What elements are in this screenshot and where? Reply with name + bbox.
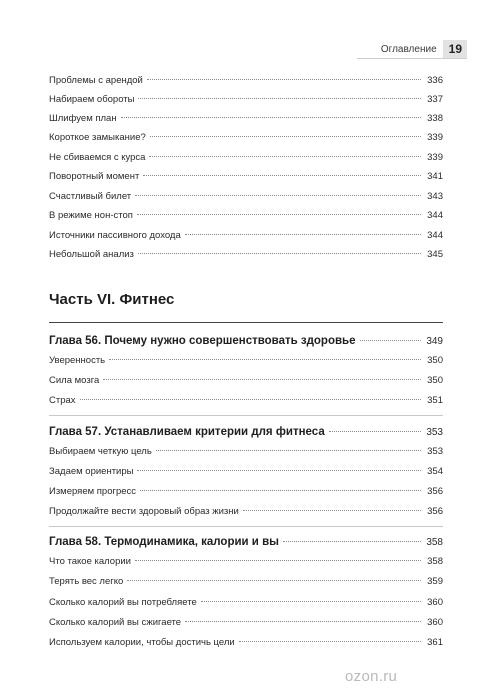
toc-entry-label: В режиме нон-стоп: [49, 210, 133, 221]
toc-entry-label: Сколько калорий вы потребляете: [49, 597, 197, 608]
toc-entry: [49, 596, 443, 610]
toc-entry-page: 361: [427, 637, 443, 648]
toc-entry-label: Небольшой анализ: [49, 249, 134, 260]
running-header: [381, 40, 467, 58]
toc-entry: [49, 445, 443, 459]
toc-entry: [49, 248, 443, 262]
dot-leader: [243, 510, 421, 511]
chapter-divider: [49, 415, 443, 416]
toc-entry-page: 339: [427, 152, 443, 163]
toc-entry: [49, 555, 443, 569]
dot-leader: [329, 431, 421, 432]
part-title: Часть VI. Фитнес: [49, 291, 175, 308]
toc-entry-label: Измеряем прогресс: [49, 486, 137, 497]
dot-leader: [185, 234, 421, 235]
dot-leader: [137, 214, 421, 215]
toc-entry-page: 351: [427, 395, 443, 406]
dot-leader: [103, 379, 421, 380]
toc-entry-label: Используем калории, чтобы достичь цели: [49, 637, 235, 648]
toc-entry: [49, 112, 443, 126]
toc-entry-label: Не сбиваемся с курса: [49, 152, 146, 163]
toc-entry-label: Продолжайте вести здоровый образ жизни: [49, 506, 239, 517]
toc-entry-label: Набираем обороты: [49, 94, 135, 105]
dot-leader: [135, 195, 421, 196]
toc-entry-page: 341: [427, 171, 443, 182]
toc-entry-label: Проблемы с арендой: [49, 75, 143, 86]
toc-entry: [49, 170, 443, 184]
toc-entry-page: 336: [427, 75, 443, 86]
toc-entry: [49, 374, 443, 388]
toc-entry: [49, 354, 443, 368]
toc-entry-page: 358: [427, 556, 443, 567]
toc-entry: [49, 394, 443, 408]
toc-entry-label: Счастливый билет: [49, 191, 132, 202]
header-divider: [357, 58, 467, 59]
toc-entry-page: 339: [427, 132, 443, 143]
dot-leader: [239, 641, 421, 642]
toc-entry-page: 344: [427, 210, 443, 221]
toc-entry-page: 337: [427, 94, 443, 105]
dot-leader: [140, 490, 421, 491]
toc-entry-label: Источники пассивного дохода: [49, 230, 181, 241]
chapter-title: Глава 57. Устанавливаем критерии для фитнеса: [49, 426, 325, 438]
toc-entry-label: Что такое калории: [49, 556, 131, 567]
toc-entry-label: Поворотный момент: [49, 171, 140, 182]
chapter-page: 349: [426, 336, 443, 347]
dot-leader: [138, 253, 421, 254]
toc-entry: [49, 485, 443, 499]
toc-entry: [49, 93, 443, 107]
toc-entry: [49, 636, 443, 650]
toc-entry-label: Страх: [49, 395, 76, 406]
toc-entry-label: Выбираем четкую цель: [49, 446, 152, 457]
dot-leader: [137, 470, 421, 471]
toc-entry-page: 356: [427, 486, 443, 497]
chapter-page: 358: [426, 537, 443, 548]
chapter-page: 353: [426, 427, 443, 438]
dot-leader: [135, 560, 421, 561]
dot-leader: [109, 359, 421, 360]
toc-entry: [49, 209, 443, 223]
toc-entry-page: 354: [427, 466, 443, 477]
dot-leader: [149, 156, 421, 157]
toc-entry-page: 345: [427, 249, 443, 260]
dot-leader: [138, 98, 421, 99]
toc-entry: [49, 616, 443, 630]
toc-entry: [49, 229, 443, 243]
toc-entry-label: Уверенность: [49, 355, 106, 366]
toc-entry-label: Терять вес легко: [49, 576, 124, 587]
toc-entry-page: 360: [427, 597, 443, 608]
dot-leader: [150, 136, 421, 137]
toc-entry-label: Сколько калорий вы сжигаете: [49, 617, 182, 628]
toc-entry-page: 343: [427, 191, 443, 202]
toc-entry-label: Задаем ориентиры: [49, 466, 134, 477]
toc-entry-page: 338: [427, 113, 443, 124]
dot-leader: [143, 175, 421, 176]
dot-leader: [127, 580, 421, 581]
toc-entry-page: 344: [427, 230, 443, 241]
part-divider: [49, 322, 443, 323]
toc-entry-label: Шлифуем план: [49, 113, 117, 124]
dot-leader: [360, 340, 421, 341]
chapter-title: Глава 56. Почему нужно совершенствовать здоровье: [49, 335, 356, 347]
dot-leader: [283, 541, 421, 542]
toc-entry: [49, 465, 443, 479]
watermark: ozon.ru: [345, 668, 398, 685]
chapter-heading: [49, 534, 443, 550]
running-header-title: Оглавление: [380, 43, 437, 55]
page-number: 19: [443, 40, 467, 58]
toc-entry-page: 360: [427, 617, 443, 628]
chapter-heading: [49, 333, 443, 349]
toc-entry: [49, 131, 443, 145]
toc-entry: [49, 505, 443, 519]
toc-entry: [49, 74, 443, 88]
dot-leader: [147, 79, 421, 80]
dot-leader: [185, 621, 421, 622]
dot-leader: [121, 117, 421, 118]
toc-entry-page: 350: [427, 375, 443, 386]
toc-entry-label: Короткое замыкание?: [49, 132, 146, 143]
dot-leader: [201, 601, 421, 602]
toc-entry-label: Сила мозга: [49, 375, 100, 386]
toc-entry-page: 353: [427, 446, 443, 457]
dot-leader: [156, 450, 421, 451]
toc-entry-page: 356: [427, 506, 443, 517]
toc-entry: [49, 190, 443, 204]
toc-entry: [49, 151, 443, 165]
chapter-heading: [49, 424, 443, 440]
dot-leader: [80, 399, 421, 400]
toc-entry: [49, 575, 443, 589]
chapter-divider: [49, 526, 443, 527]
toc-entry-page: 350: [427, 355, 443, 366]
chapter-title: Глава 58. Термодинамика, калории и вы: [49, 536, 279, 548]
toc-entry-page: 359: [427, 576, 443, 587]
